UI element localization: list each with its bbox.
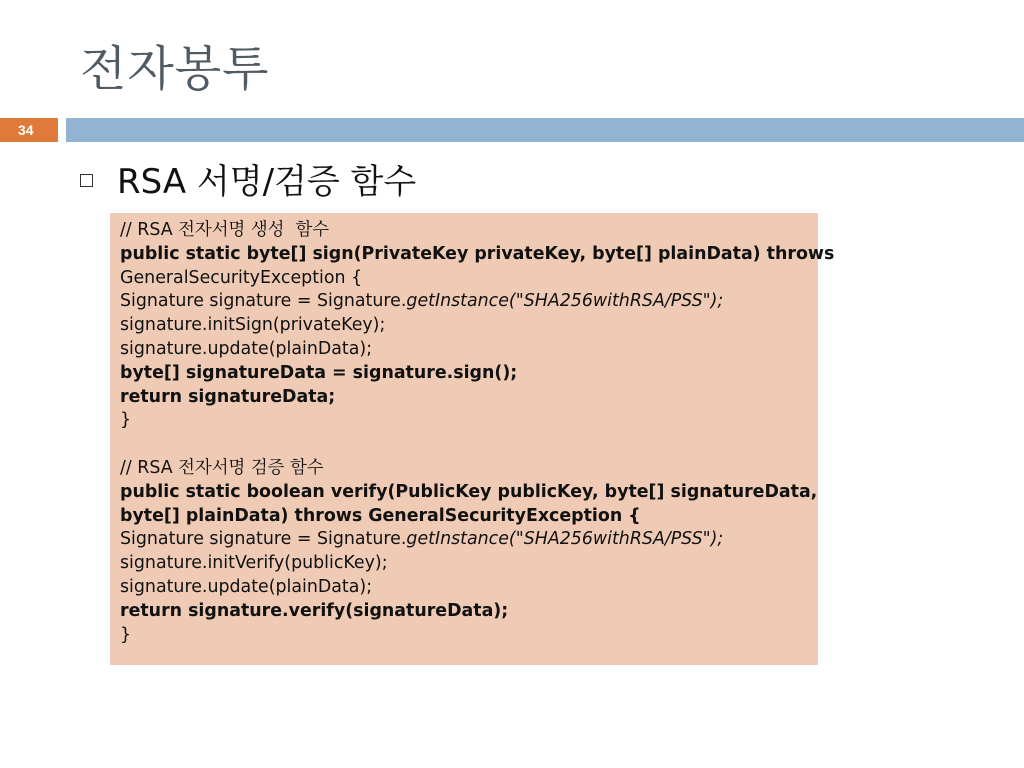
code-block	[110, 213, 835, 665]
code-sign-instance-prefix: Signature signature = Signature.	[120, 291, 407, 312]
code-verify-close: }	[120, 624, 132, 645]
code-sign-close: }	[120, 410, 132, 431]
code-sign-signature-line1: public static byte[] sign(PrivateKey privateKey, byte[] plainData) throws	[120, 243, 835, 264]
code-verify-instance-line	[120, 528, 808, 552]
code-comment-verify: // RSA 전자서명 검증 함수	[120, 457, 324, 478]
code-verify-signature-line1: public static boolean verify(PublicKey publicKey, byte[] signatureData,	[120, 481, 818, 502]
code-sign-signature-line2: GeneralSecurityException {	[120, 267, 363, 288]
code-sign-instance-line	[120, 290, 808, 314]
code-sign-return: return signatureData;	[120, 386, 336, 407]
code-verify-init: signature.initVerify(publicKey);	[120, 553, 388, 574]
code-verify-instance-prefix: Signature signature = Signature.	[120, 529, 407, 550]
code-sign-instance-call: getInstance("SHA256withRSA/PSS");	[406, 291, 724, 312]
code-sign-init: signature.initSign(privateKey);	[120, 315, 386, 336]
code-blank-line	[120, 433, 808, 457]
code-verify-instance-call: getInstance("SHA256withRSA/PSS");	[406, 529, 724, 550]
bullet-item	[80, 155, 416, 201]
code-comment-sign: // RSA 전자서명 생성 함수	[120, 220, 330, 240]
page-number: 34	[0, 118, 58, 142]
code-verify-update: signature.update(plainData);	[120, 576, 373, 597]
slide-title: 전자봉투	[80, 41, 270, 97]
bullet-text: RSA 서명/검증 함수	[117, 161, 417, 202]
code-verify-signature-line2: byte[] plainData) throws GeneralSecurityException {	[120, 505, 641, 526]
code-sign-call: byte[] signatureData = signature.sign();	[120, 362, 518, 383]
header-bar	[66, 118, 1024, 142]
square-bullet-icon	[80, 174, 93, 187]
code-sign-update: signature.update(plainData);	[120, 338, 373, 359]
code-verify-return: return signature.verify(signatureData);	[120, 600, 509, 621]
